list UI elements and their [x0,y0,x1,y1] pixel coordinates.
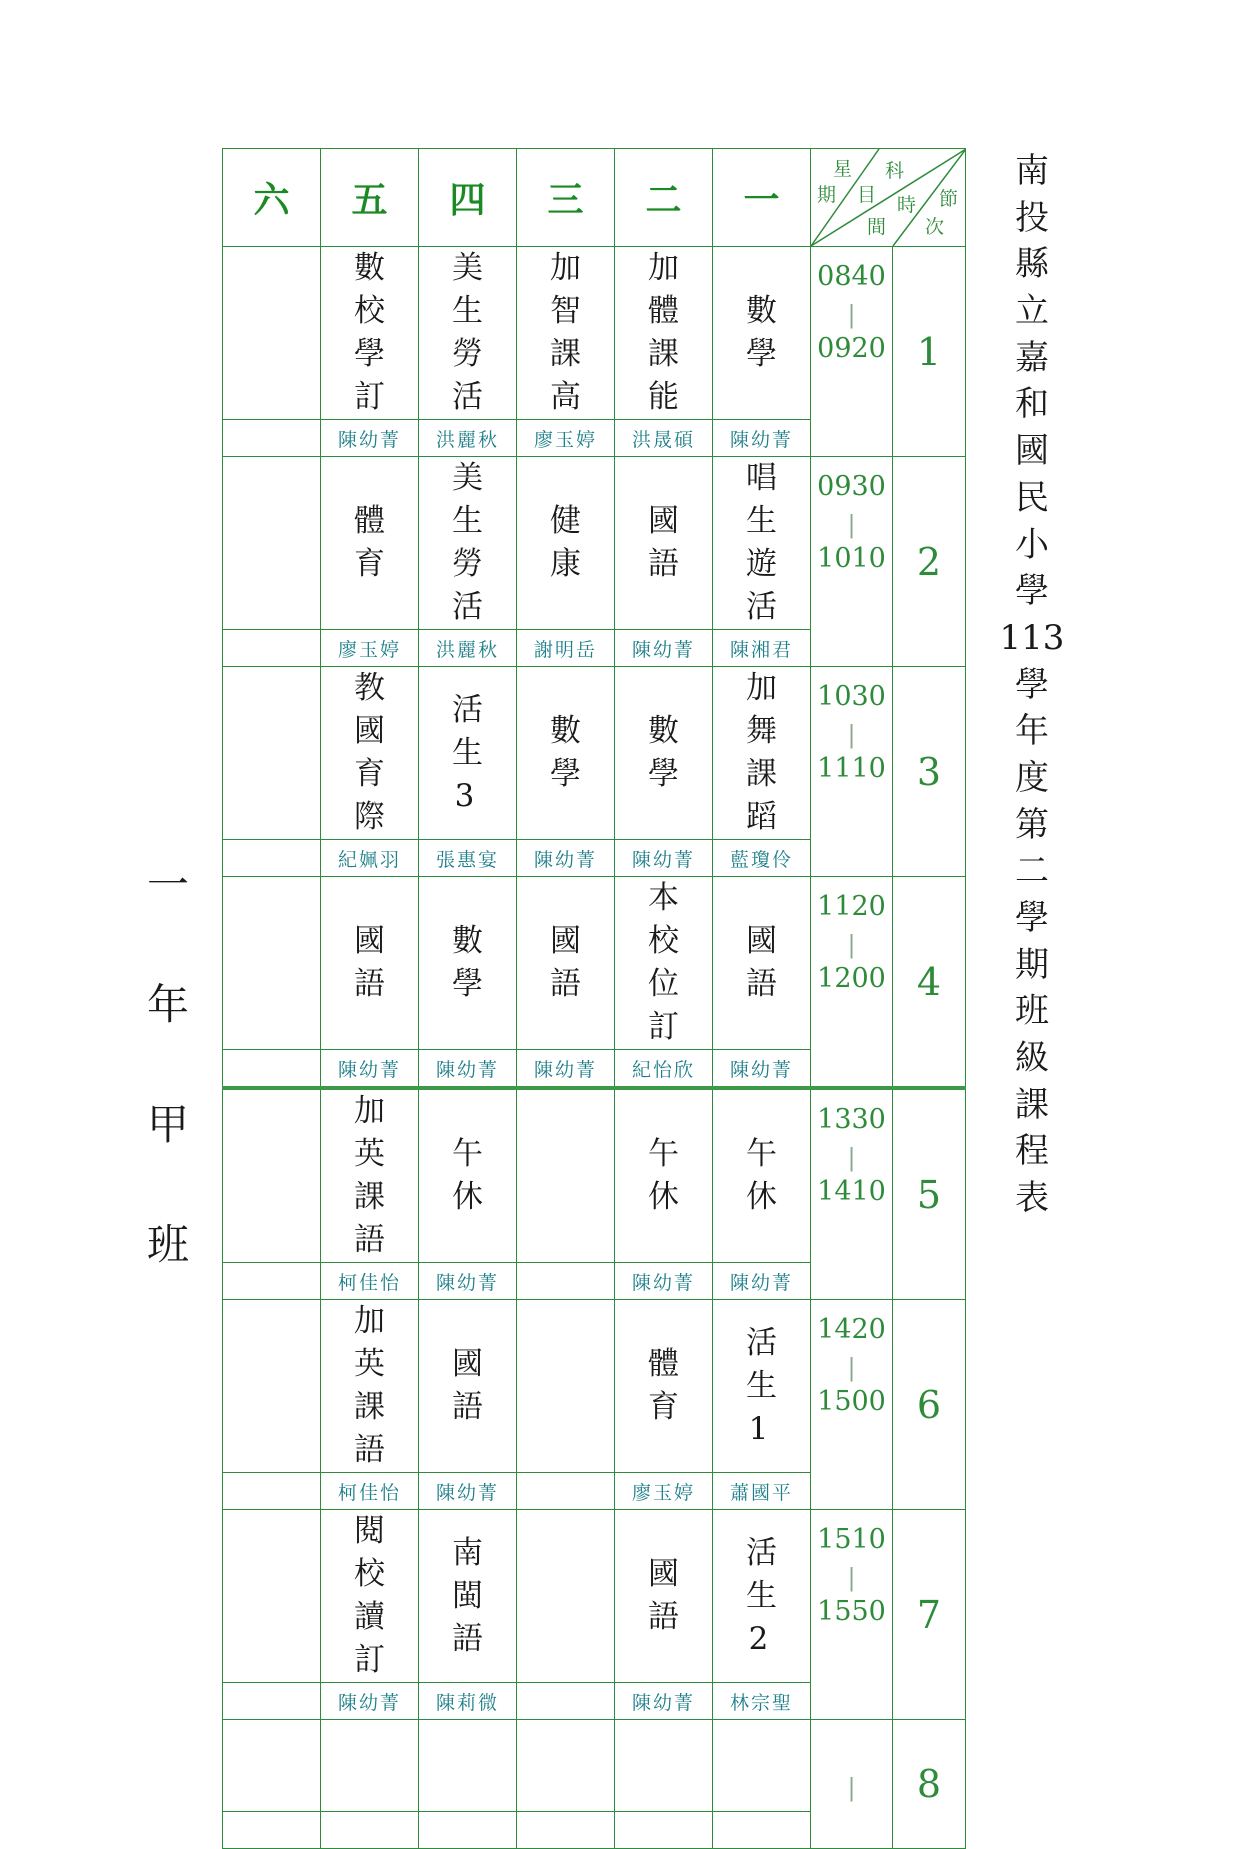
subject-line: 加體 [648,250,693,329]
subject-cell [713,877,811,1050]
header-row [223,149,966,247]
period-number: 8 [893,1720,966,1849]
corner-day-char: 期 [817,184,837,206]
subject-line: 美生 [452,460,497,539]
subject-cell [419,1300,517,1473]
subject-cell [321,1088,419,1263]
subject-line: 活生 [746,1324,791,1404]
teacher-cell: 洪晟碩 [615,420,713,457]
subject-line: 課語 [354,1389,399,1468]
teacher-cell: 陳幼菁 [321,1683,419,1720]
time-end: 1110 [817,753,886,784]
subject-line: 康 [550,546,581,582]
subject-cell [615,877,713,1050]
corner-diagonal-svg [811,149,966,246]
subject-line: 勞活 [452,336,497,415]
subject-line: 休 [746,1179,777,1215]
subject-cell [419,877,517,1050]
class-name-char: 班 [146,1220,189,1269]
teacher-cell: 陳幼菁 [321,420,419,457]
subject-cell [321,667,419,840]
subject-line: 加舞 [746,670,791,749]
subject-cell [713,1720,811,1812]
subject-cell [223,1088,321,1263]
class-name-char: 年 [146,980,189,1029]
subject-line: 美生 [452,250,497,329]
subject-line: 國 [452,1346,483,1382]
subject-line: 學 [452,966,483,1002]
title-char: 第 [1015,804,1049,845]
period-number: 7 [893,1510,966,1720]
period-number: 5 [893,1088,966,1300]
subject-line: 國 [648,503,679,539]
subject-line: 國 [354,923,385,959]
subject-cell [321,1300,419,1473]
subject-line: 午 [746,1136,777,1172]
subject-line: 唱生 [746,460,791,539]
day-header: 五 [321,149,419,247]
subject-cell [517,1720,615,1812]
title-char: 度 [1015,757,1049,798]
subject-line: 學訂 [354,336,399,415]
time-sep: | [847,931,856,959]
subject-line: 語 [452,1389,483,1425]
subject-line: 2 [748,1620,769,1657]
teacher-cell [713,1812,811,1849]
subject-line: 遊活 [746,546,791,625]
time-sep: | [847,1564,856,1592]
period-row-4 [223,877,966,1050]
class-name-char: 甲 [146,1100,189,1149]
subject-cell [223,1300,321,1473]
time-end: 1200 [817,963,886,994]
time-end: 1500 [817,1386,886,1417]
time-end: 1550 [817,1596,886,1627]
subject-line: 體 [648,1346,679,1382]
period-row-1 [223,247,966,420]
teacher-cell: 謝明岳 [517,630,615,667]
subject-cell [223,667,321,840]
subject-line: 國 [746,923,777,959]
teacher-cell: 陳幼菁 [419,1263,517,1300]
subject-cell [713,1300,811,1473]
subject-cell [517,667,615,840]
subject-line: 體 [354,503,385,539]
subject-cell [615,1088,713,1263]
time-cell [811,457,893,667]
title-char: 縣 [1015,244,1049,285]
subject-cell [321,1720,419,1812]
teacher-cell: 陳幼菁 [615,840,713,877]
day-header: 二 [615,149,713,247]
subject-line: 閱校 [354,1513,399,1592]
title-char: 學 [1015,898,1049,938]
day-header: 一 [713,149,811,247]
teacher-cell: 林宗聖 [713,1683,811,1720]
subject-cell [419,1088,517,1263]
time-sep: | [847,1774,856,1802]
teacher-cell [223,630,321,667]
teacher-cell: 蕭國平 [713,1473,811,1510]
time-end: 1010 [817,543,886,574]
title-char: 級 [1015,1038,1049,1079]
corner-time-char: 時 [897,194,917,216]
teacher-cell [223,1050,321,1089]
corner-time-char: 間 [867,216,887,238]
subject-line: 讀訂 [354,1599,399,1678]
title-char: 立 [1015,291,1049,332]
subject-cell [713,1510,811,1683]
subject-line: 數 [746,293,777,329]
period-number: 2 [893,457,966,667]
teacher-cell: 紀怡欣 [615,1050,713,1089]
subject-cell [713,457,811,630]
teacher-cell [517,1683,615,1720]
time-end: 0920 [817,333,886,364]
teacher-cell: 陳幼菁 [615,1263,713,1300]
period-row-7 [223,1510,966,1683]
subject-line: 課高 [550,336,595,415]
teacher-cell [517,1812,615,1849]
subject-cell [713,1088,811,1263]
teacher-cell [517,1473,615,1510]
subject-line: 育際 [354,756,399,835]
corner-period-char: 次 [925,216,945,238]
teacher-cell: 廖玉婷 [517,420,615,457]
subject-cell [223,1720,321,1812]
subject-line: 加英 [354,1093,399,1172]
subject-line: 午 [648,1136,679,1172]
time-cell [811,1088,893,1300]
teacher-cell: 陳幼菁 [615,1683,713,1720]
subject-line: 數 [550,713,581,749]
class-name-char: 一 [146,860,189,909]
teacher-cell: 陳幼菁 [713,1263,811,1300]
time-cell [811,667,893,877]
period-row-6 [223,1300,966,1473]
teacher-cell: 陳幼菁 [615,630,713,667]
subject-line: 學 [550,756,581,792]
teacher-cell: 紀姵羽 [321,840,419,877]
subject-cell [419,1510,517,1683]
subject-line: 健 [550,503,581,539]
subject-line: 語 [746,966,777,1002]
subject-cell [321,457,419,630]
title-char: 年 [1015,711,1049,752]
title-char: 和 [1015,384,1049,425]
teacher-cell [321,1812,419,1849]
title-char: 表 [1015,1178,1049,1219]
subject-cell [223,877,321,1050]
teacher-cell: 陳莉微 [419,1683,517,1720]
time-sep: | [847,301,856,329]
teacher-cell: 陳湘君 [713,630,811,667]
teacher-cell: 陳幼菁 [713,1050,811,1089]
title-char: 期 [1015,944,1049,985]
time-start: 1330 [817,1104,886,1135]
subject-line: 加英 [354,1303,399,1382]
subject-line: 學 [746,336,777,372]
subject-line: 國 [550,923,581,959]
teacher-cell: 陳幼菁 [419,1050,517,1089]
period-number: 3 [893,667,966,877]
time-cell [811,1510,893,1720]
subject-cell [321,1510,419,1683]
subject-line: 休 [452,1179,483,1215]
subject-line: 育 [648,1389,679,1425]
subject-cell [615,667,713,840]
subject-line: 加智 [550,250,595,329]
subject-cell [517,457,615,630]
title-char: 民 [1015,477,1049,518]
subject-line: 課語 [354,1179,399,1258]
school-title [999,148,1065,1222]
subject-cell [517,1510,615,1683]
subject-cell [419,1720,517,1812]
teacher-cell [223,1812,321,1849]
teacher-cell: 柯佳怡 [321,1263,419,1300]
subject-cell [615,247,713,420]
subject-cell [223,1510,321,1683]
day-header: 六 [223,149,321,247]
period-row-8 [223,1720,966,1812]
title-char: 課 [1015,1084,1049,1125]
subject-cell [419,247,517,420]
time-cell [811,877,893,1089]
time-start: 1030 [817,681,886,712]
subject-line: 育 [354,546,385,582]
teacher-cell [223,1263,321,1300]
teacher-cell [223,420,321,457]
subject-line: 語 [648,1599,679,1635]
subject-line: 語 [550,966,581,1002]
period-row-5 [223,1088,966,1263]
corner-subject-char: 科 [885,160,905,182]
subject-cell [615,1720,713,1812]
subject-cell [223,457,321,630]
time-start: 0840 [817,261,886,292]
title-char: 嘉 [1015,337,1049,378]
time-sep: | [847,1144,856,1172]
time-cell [811,1720,893,1849]
subject-line: 教國 [354,670,399,749]
subject-cell [615,457,713,630]
teacher-cell [223,840,321,877]
subject-line: 數 [648,713,679,749]
teacher-cell [419,1812,517,1849]
subject-line: 3 [454,777,475,814]
day-header: 四 [419,149,517,247]
subject-cell [419,457,517,630]
title-char: 二 [1015,851,1049,892]
subject-line: 語 [354,966,385,1002]
time-start: 1420 [817,1314,886,1345]
teacher-cell [615,1812,713,1849]
teacher-cell [223,1683,321,1720]
corner-header [811,149,966,247]
corner-day-char: 星 [833,158,853,180]
time-sep: | [847,721,856,749]
corner-period-char: 節 [939,188,959,210]
teacher-cell: 藍瓊伶 [713,840,811,877]
subject-cell [517,1088,615,1263]
time-sep: | [847,1354,856,1382]
period-number: 4 [893,877,966,1089]
subject-cell [517,247,615,420]
teacher-cell: 陳幼菁 [517,840,615,877]
subject-cell [517,1300,615,1473]
time-end: 1410 [817,1176,886,1207]
time-cell [811,1300,893,1510]
subject-line: 勞活 [452,546,497,625]
teacher-cell: 陳幼菁 [419,1473,517,1510]
teacher-cell: 廖玉婷 [321,630,419,667]
teacher-cell: 陳幼菁 [517,1050,615,1089]
teacher-cell: 陳幼菁 [713,420,811,457]
title-char: 學 [1015,571,1049,612]
subject-line: 學 [648,756,679,792]
subject-line: 活生 [452,691,497,771]
teacher-cell: 廖玉婷 [615,1473,713,1510]
teacher-cell [517,1263,615,1300]
title-char: 班 [1015,991,1049,1032]
subject-cell [713,247,811,420]
subject-line: 活生 [746,1534,791,1614]
subject-line: 本校 [648,880,693,959]
subject-line: 南閩 [452,1534,497,1614]
subject-cell [615,1510,713,1683]
title-char: 學 [1015,664,1049,705]
time-start: 0930 [817,471,886,502]
subject-line: 課蹈 [746,756,791,835]
teacher-cell: 張惠宴 [419,840,517,877]
period-row-2 [223,457,966,630]
title-char: 投 [1015,197,1049,238]
subject-line: 1 [748,1410,769,1447]
title-char: 小 [1015,524,1049,565]
subject-line: 休 [648,1179,679,1215]
timetable [222,148,966,1849]
time-start: 1120 [817,891,886,922]
subject-cell [419,667,517,840]
teacher-cell: 洪麗秋 [419,630,517,667]
time-start: 1510 [817,1524,886,1555]
title-char: 113 [999,617,1065,658]
period-row-3 [223,667,966,840]
day-header: 三 [517,149,615,247]
subject-line: 位訂 [648,966,693,1045]
subject-line: 數校 [354,250,399,329]
time-cell [811,247,893,457]
subject-cell [615,1300,713,1473]
teacher-cell [223,1473,321,1510]
time-sep: | [847,511,856,539]
subject-cell [223,247,321,420]
teacher-cell: 陳幼菁 [321,1050,419,1089]
subject-line: 語 [648,546,679,582]
period-number: 6 [893,1300,966,1510]
title-char: 國 [1015,431,1049,472]
subject-line: 語 [452,1620,483,1657]
subject-line: 國 [648,1556,679,1592]
subject-cell [321,247,419,420]
teacher-cell: 洪麗秋 [419,420,517,457]
title-char: 程 [1015,1131,1049,1172]
teacher-cell: 柯佳怡 [321,1473,419,1510]
title-char: 南 [1015,151,1049,191]
subject-line: 數 [452,923,483,959]
subject-cell [321,877,419,1050]
corner-subject-char: 目 [857,184,877,206]
period-number: 1 [893,247,966,457]
subject-line: 午 [452,1136,483,1172]
subject-line: 課能 [648,336,693,415]
subject-cell [713,667,811,840]
subject-cell [517,877,615,1050]
